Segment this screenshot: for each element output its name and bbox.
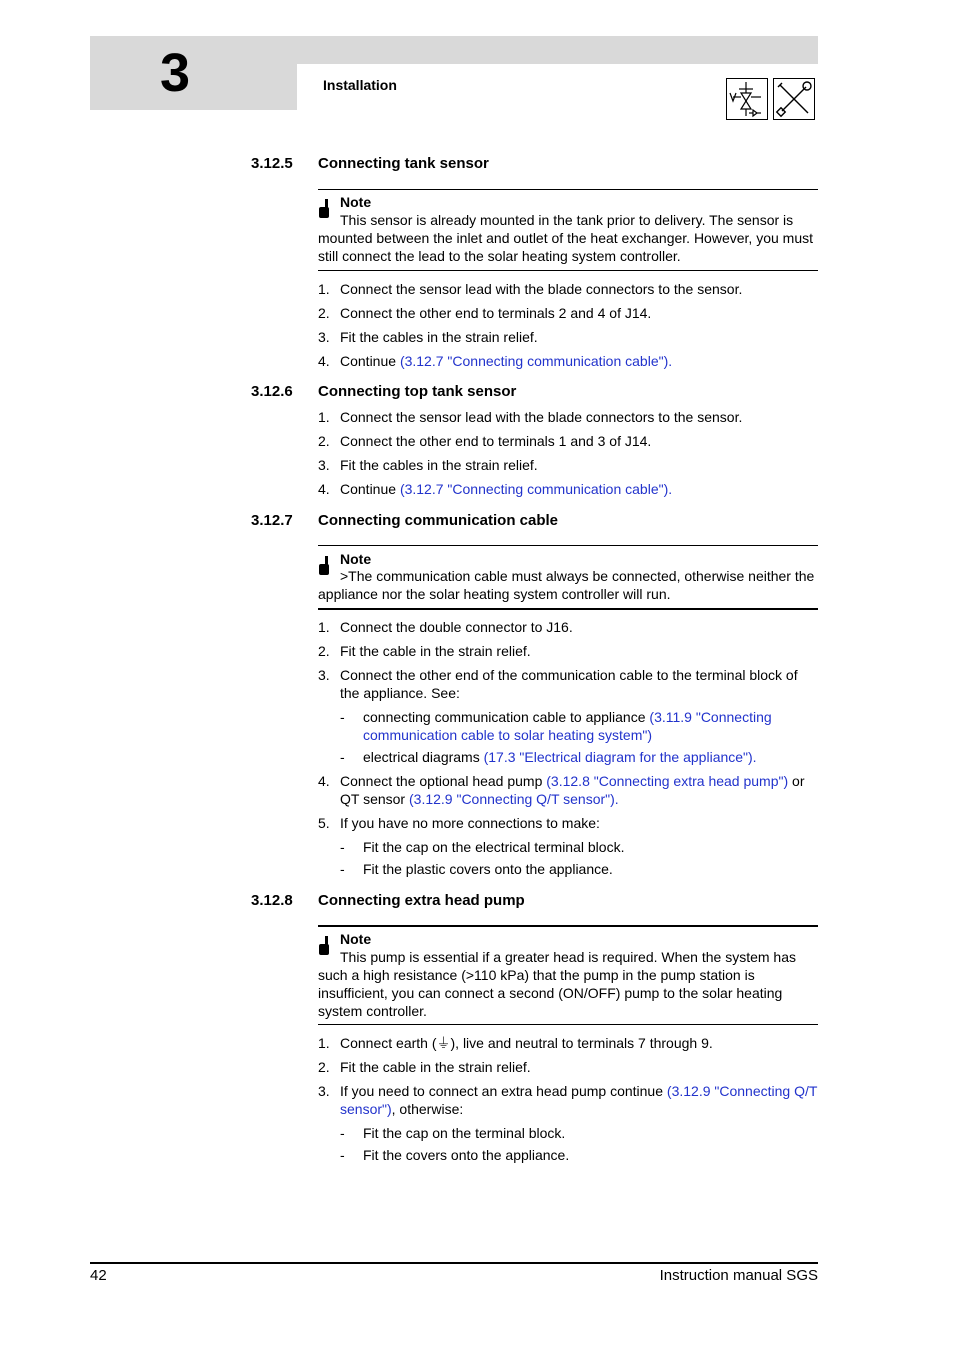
note-text: This sensor is already mounted in the tank prior to delivery. The sensor is mounted between the inlet and outlet of the heat exchanger. However, you must still connect the lead to the solar heating system controller. — [318, 212, 813, 264]
note-label: Note — [340, 194, 372, 210]
cross-reference-link[interactable]: (3.12.9 "Connecting Q/T sensor") — [340, 1083, 818, 1117]
list-item: 2. Fit the cable in the strain relief. — [318, 1059, 531, 1075]
list-item: 3. If you need to connect an extra head pump continue (3.12.9 "Connecting Q/T sensor"), otherwise: — [318, 1083, 818, 1117]
list-item: 2. Connect the other end to terminals 2 and 4 of J14. — [318, 305, 652, 321]
sub-list-item: - electrical diagrams (17.3 "Electrical diagram for the appliance"). — [340, 749, 757, 765]
chapter-number: 3 — [160, 43, 191, 103]
list-item: 2. Connect the other end to terminals 1 and 3 of J14. — [318, 433, 652, 449]
section-title: Connecting communication cable — [318, 512, 559, 529]
cross-reference-link[interactable]: (3.11.9 "Connecting communication cable to solar heating system") — [363, 709, 772, 743]
cross-reference-link[interactable]: (3.12.9 "Connecting Q/T sensor"). — [409, 791, 619, 807]
section-title: Connecting tank sensor — [318, 155, 489, 172]
list-item: 1. Connect the double connector to J16. — [318, 619, 573, 635]
list-item: 4. Continue (3.12.7 "Connecting communication cable"). — [318, 481, 673, 497]
note-text: This pump is essential if a greater head is required. When the system has such a high resistance (>110 kPa) that the pump in the pump station is insufficient, you can connect a second (ON/OFF) pump to the solar heating system controller. — [318, 949, 796, 1019]
list-item: 3. Connect the other end of the communication cable to the terminal block of the appliance. See: — [318, 667, 798, 701]
list-item: 4. Continue (3.12.7 "Connecting communication cable"). — [318, 353, 673, 369]
section-number: 3.12.5 — [251, 155, 293, 172]
list-item: 5. If you have no more connections to make: — [318, 815, 600, 831]
footer-document-title: Instruction manual SGS — [659, 1267, 818, 1284]
note-top-rule — [318, 189, 818, 190]
note-text: >The communication cable must always be connected, otherwise neither the appliance nor the solar heating system controller will run. — [318, 568, 815, 602]
note-label: Note — [340, 551, 372, 567]
list-item: 1. Connect earth (⏚), live and neutral to terminals 7 through 9. — [318, 1035, 713, 1051]
section-number: 3.12.7 — [251, 512, 293, 529]
page-number: 42 — [90, 1267, 107, 1284]
list-item: 3. Fit the cables in the strain relief. — [318, 329, 538, 345]
cross-reference-link[interactable]: (17.3 "Electrical diagram for the appliance"). — [483, 749, 757, 765]
list-item: 3. Fit the cables in the strain relief. — [318, 457, 538, 473]
sub-list-item: - Fit the cap on the terminal block. — [340, 1125, 566, 1141]
section-number: 3.12.8 — [251, 892, 293, 909]
note-bottom-rule — [318, 270, 818, 271]
note-top-rule — [318, 925, 818, 927]
note-top-rule — [318, 545, 818, 546]
list-item: 2. Fit the cable in the strain relief. — [318, 643, 531, 659]
sub-list-item: - Fit the covers onto the appliance. — [340, 1147, 570, 1163]
footer-rule — [90, 1262, 818, 1264]
tools-icon — [773, 78, 815, 120]
sub-list-item: - connecting communication cable to appliance (3.11.9 "Connecting communication cable to solar heating system") — [340, 709, 772, 743]
sub-list-item: - Fit the cap on the electrical terminal block. — [340, 839, 625, 855]
note-bottom-rule — [318, 608, 818, 610]
list-item: 4. Connect the optional head pump (3.12.8 "Connecting extra head pump") or QT sensor (3.12.9 "Connecting Q/T sensor"). — [318, 773, 805, 807]
note-bottom-rule — [318, 1024, 818, 1025]
section-title: Connecting extra head pump — [318, 892, 525, 909]
sub-list-item: - Fit the plastic covers onto the appliance. — [340, 861, 613, 877]
chapter-box — [90, 36, 297, 110]
header-section-title: Installation — [323, 77, 397, 93]
section-title: Connecting top tank sensor — [318, 383, 517, 400]
list-item: 1. Connect the sensor lead with the blade connectors to the sensor. — [318, 409, 743, 425]
cross-reference-link[interactable]: (3.12.7 "Connecting communication cable"). — [399, 481, 673, 497]
cross-reference-link[interactable]: (3.12.7 "Connecting communication cable"). — [399, 353, 673, 369]
earth-symbol-icon: ⏚ — [436, 1035, 451, 1051]
cross-reference-link[interactable]: (3.12.8 "Connecting extra head pump") — [546, 773, 789, 789]
note-label: Note — [340, 931, 372, 947]
list-item: 1. Connect the sensor lead with the blade connectors to the sensor. — [318, 281, 743, 297]
section-number: 3.12.6 — [251, 383, 293, 400]
installer-schematic-icon — [726, 78, 768, 120]
